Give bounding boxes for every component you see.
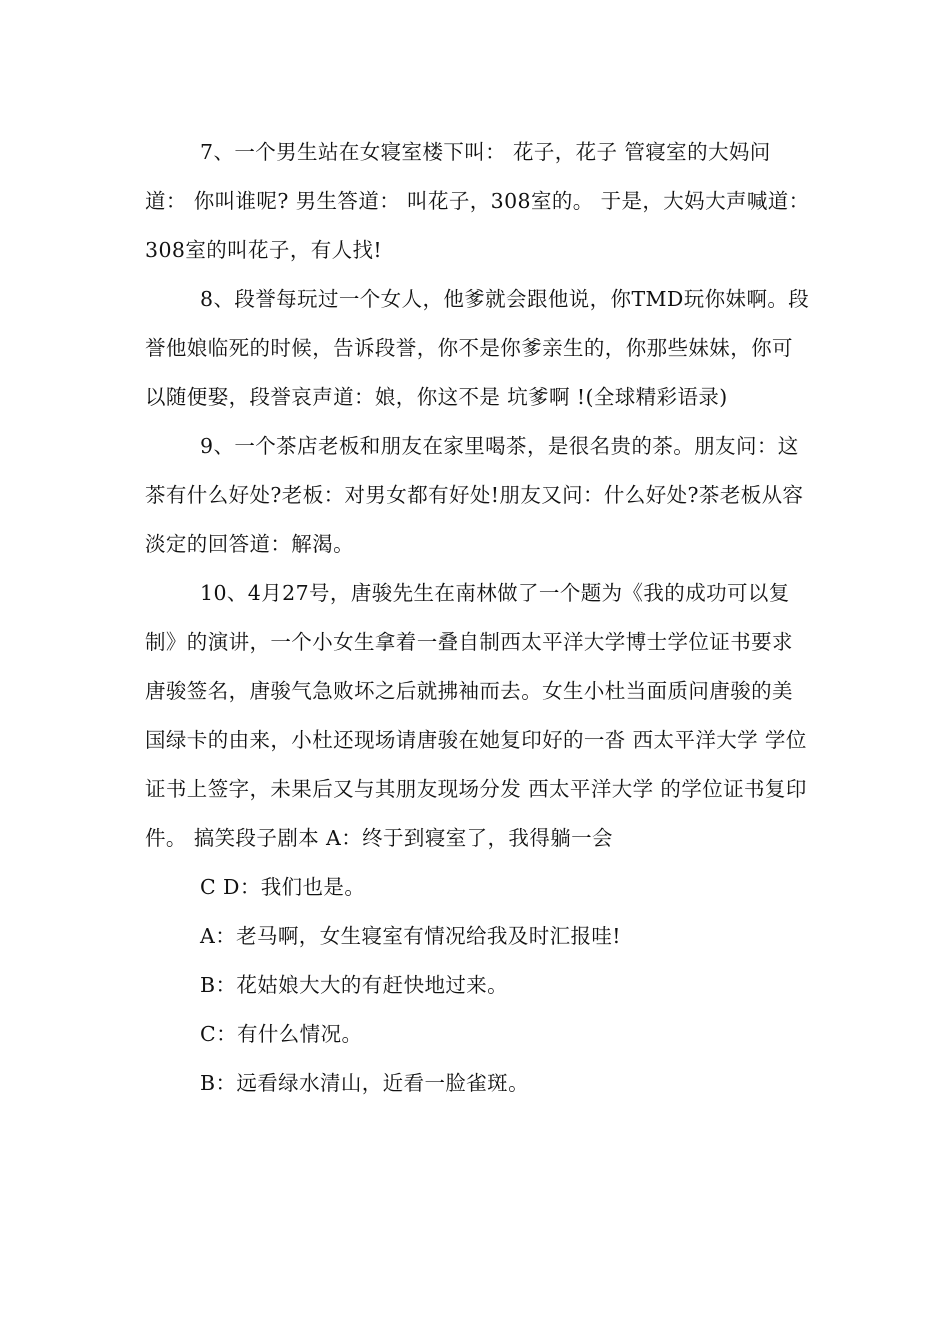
joke-paragraph-10: 10、4月27号，唐骏先生在南林做了一个题为《我的成功可以复制》的演讲，一个小女生拿着一叠自制西太平洋大学博士学位证书要求唐骏签名，唐骏气急败坏之后就拂袖而去。女生小杜当面质问唐骏的美国绿卡的由来，小杜还现场请唐骏在她复印好的一沓 西太平洋大学 学位证书上签字，未果后又与其朋友现场分发 西太平洋大学 的学位证书复印件。 搞笑段子剧本 A：终于到寝室了，我得躺一会 (145, 581, 807, 850)
document-body (145, 128, 810, 1108)
dialogue-line: B：远看绿水清山，近看一脸雀斑。 (200, 1071, 529, 1095)
joke-paragraph-7: 7、一个男生站在女寝室楼下叫： 花子，花子 管寝室的大妈问道： 你叫谁呢? 男生答道： 叫花子，308室的。 于是，大妈大声喊道： 308室的叫花子，有人找! (145, 140, 810, 262)
dialogue-line: C：有什么情况。 (200, 1022, 363, 1046)
dialogue-line: C D：我们也是。 (200, 875, 366, 899)
dialogue-line: A：老马啊，女生寝室有情况给我及时汇报哇! (200, 924, 621, 948)
joke-paragraph-9: 9、一个茶店老板和朋友在家里喝茶，是很名贵的茶。朋友问：这茶有什么好处?老板：对男女都有好处!朋友又问：什么好处?茶老板从容淡定的回答道：解渴。 (145, 434, 804, 556)
dialogue-line: B：花姑娘大大的有赶快地过来。 (200, 973, 509, 997)
joke-paragraph-8: 8、段誉每玩过一个女人，他爹就会跟他说，你TMD玩你妹啊。段誉他娘临死的时候，告诉段誉，你不是你爹亲生的，你那些妹妹，你可以随便娶，段誉哀声道：娘，你这不是 坑爹啊 !(全球精彩语录) (145, 287, 810, 409)
